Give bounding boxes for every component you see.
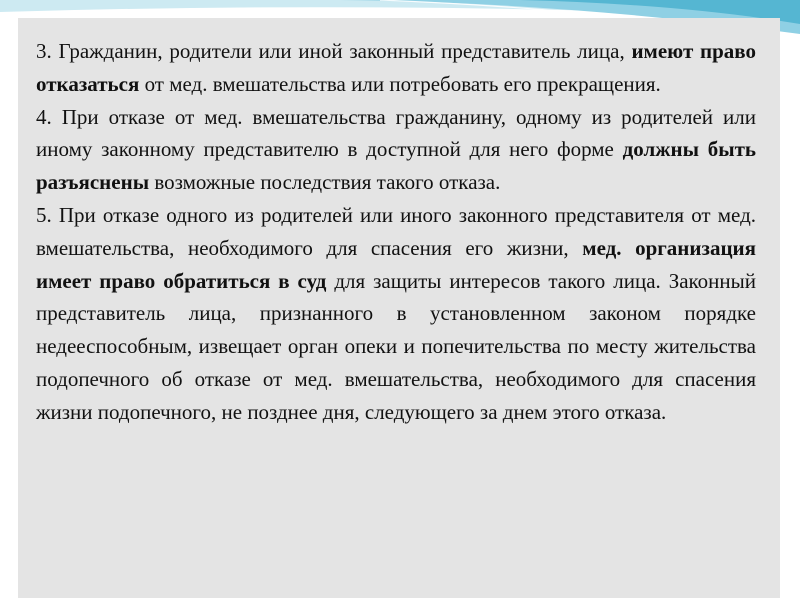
paragraph-3-text-1: 3. Гражданин, родители или иной законный представитель лица, xyxy=(36,39,632,63)
paragraph-item-5 xyxy=(36,199,756,429)
paragraph-5-text-1: 5. При отказе одного из родителей или иного законного представителя от мед. вмешательства, необходимого для спасения его жизни, xyxy=(36,202,756,260)
paragraph-5-text-2: для защиты интересов такого лица. Законный представитель лица, признанного в установленном законом порядке недееспособным, извещает орган опеки и попечительства по месту жительства подопечного об отказе от мед. вмешательства, необходимого для спасения жизни подопечного, не позднее дня, следующего за днем этого отказа. xyxy=(36,268,756,424)
paragraph-item-4 xyxy=(36,101,756,199)
paragraph-5-emphasis: мед. организация имеет право обратиться в суд xyxy=(36,235,757,293)
paragraph-3-emphasis: имеют право отказаться xyxy=(36,39,756,96)
paragraph-3-text-2: от мед. вмешательства или потребовать его прекращения. xyxy=(139,71,661,96)
document-body xyxy=(36,35,756,429)
paragraph-4-emphasis: должны быть разъяснены xyxy=(36,137,757,195)
paragraph-4-text-1: 4. При отказе от мед. вмешательства гражданину, одному из родителей или иному законному представителю в доступной для него форме xyxy=(36,104,756,162)
paragraph-item-3 xyxy=(36,35,756,101)
paragraph-4-text-2: возможные последствия такого отказа. xyxy=(149,170,501,195)
